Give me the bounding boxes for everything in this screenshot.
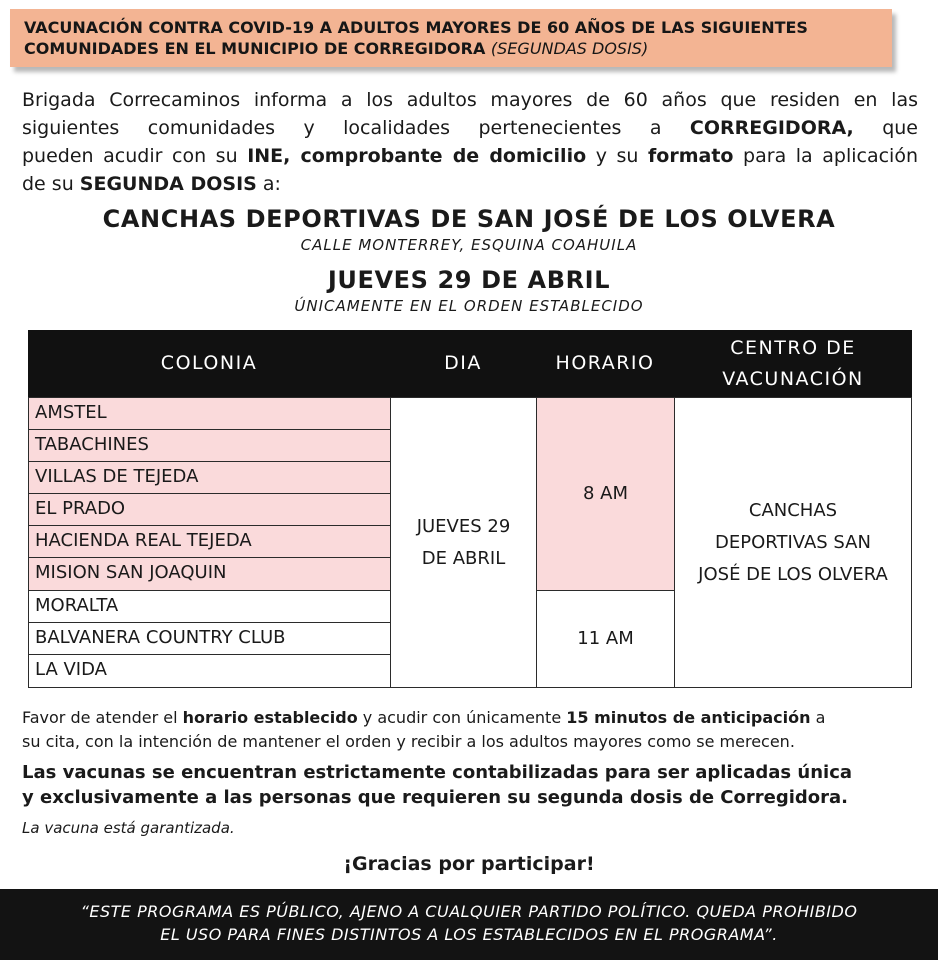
intro-line-4	[22, 170, 918, 198]
venue-address: CALLE MONTERREY, ESQUINA COAHUILA	[300, 236, 638, 254]
banner-line-1: VACUNACIÓN CONTRA COVID-19 A ADULTOS MAYORES DE 60 AÑOS DE LAS SIGUIENTES	[24, 18, 808, 37]
table-row: TABACHINES	[28, 429, 391, 462]
intro-text: pueden acudir con su	[22, 145, 248, 167]
header-centro-line-1: CENTRO DE	[730, 336, 856, 359]
guarantee-note: La vacuna está garantizada.	[22, 819, 235, 837]
table-row: MISION SAN JOAQUIN	[28, 557, 391, 591]
intro-municipio: CORREGIDORA,	[689, 117, 854, 139]
strict-line-1: Las vacunas se encuentran estrictamente contabilizadas para ser aplicadas única	[22, 762, 853, 783]
intro-text: y su	[586, 145, 649, 167]
note-text: y acudir con únicamente	[357, 708, 567, 727]
note-line-2: su cita, con la intención de mantener el orden y recibir a los adultos mayores como se merecen.	[22, 732, 795, 751]
footer-disclaimer	[0, 889, 938, 960]
note-horario: horario establecido	[182, 708, 358, 727]
intro-text: de su	[22, 173, 80, 195]
centro-line-3: JOSÉ DE LOS OLVERA	[698, 563, 888, 585]
note-text: Favor de atender el	[22, 708, 183, 727]
dia-cell	[390, 397, 537, 688]
table-row: AMSTEL	[28, 397, 391, 430]
footer-line-2: EL USO PARA FINES DISTINTOS A LOS ESTABLECIDOS EN EL PROGRAMA”.	[160, 925, 778, 944]
intro-formato: formato	[648, 145, 734, 167]
centro-cell	[674, 397, 912, 688]
venue-title: CANCHAS DEPORTIVAS DE SAN JOSÉ DE LOS OLVERA	[102, 205, 836, 233]
dia-line-2: DE ABRIL	[421, 547, 506, 569]
dia-line-1: JUEVES 29	[416, 515, 511, 537]
title-banner	[10, 9, 892, 67]
centro-line-2: DEPORTIVAS SAN	[715, 531, 871, 553]
strict-notice	[22, 760, 918, 810]
centro-line-1: CANCHAS	[748, 499, 838, 521]
order-note: ÚNICAMENTE EN EL ORDEN ESTABLECIDO	[294, 297, 644, 315]
strict-line-2: y exclusivamente a las personas que requieren su segunda dosis de Corregidora.	[22, 787, 849, 808]
thanks-message: ¡Gracias por participar!	[343, 853, 595, 875]
header-colonia: COLONIA	[160, 352, 258, 374]
schedule-note	[22, 706, 918, 754]
note-text: a	[810, 708, 826, 727]
note-line-1	[22, 706, 918, 730]
header-centro-line-2: VACUNACIÓN	[722, 367, 864, 390]
banner-dose-note: (SEGUNDAS DOSIS)	[490, 39, 649, 58]
intro-documents: INE, comprobante de domicilio	[247, 145, 587, 167]
table-row: VILLAS DE TEJEDA	[28, 461, 391, 494]
intro-text: para la aplicación	[733, 145, 919, 167]
banner-line-2-text: COMUNIDADES EN EL MUNICIPIO DE CORREGIDORA	[24, 39, 486, 58]
table-row: HACIENDA REAL TEJEDA	[28, 525, 391, 558]
table-row: EL PRADO	[28, 493, 391, 526]
header-horario: HORARIO	[555, 352, 655, 374]
intro-text: a:	[256, 173, 281, 195]
intro-paragraph	[22, 86, 918, 198]
table-row: BALVANERA COUNTRY CLUB	[28, 622, 391, 655]
intro-line-2	[22, 114, 918, 142]
date-title: JUEVES 29 DE ABRIL	[327, 266, 611, 294]
horario-11am-cell: 11 AM	[536, 590, 675, 688]
horario-8am-cell: 8 AM	[536, 397, 675, 591]
table-row: MORALTA	[28, 590, 391, 623]
note-minutes: 15 minutos de anticipación	[566, 708, 811, 727]
intro-dose: SEGUNDA DOSIS	[79, 173, 257, 195]
intro-text: que	[853, 117, 918, 139]
intro-line-1: Brigada Correcaminos informa a los adultos mayores de 60 años que residen en las	[22, 89, 918, 111]
footer-line-1: “ESTE PROGRAMA ES PÚBLICO, AJENO A CUALQUIER PARTIDO POLÍTICO. QUEDA PROHIBIDO	[80, 902, 858, 921]
intro-text: siguientes comunidades y localidades pertenecientes a	[22, 117, 690, 139]
header-centro	[674, 330, 912, 397]
table-header	[28, 330, 912, 397]
header-dia: DIA	[444, 352, 482, 374]
table-row: LA VIDA	[28, 654, 391, 688]
intro-line-3	[22, 142, 918, 170]
banner-line-2	[24, 38, 878, 59]
